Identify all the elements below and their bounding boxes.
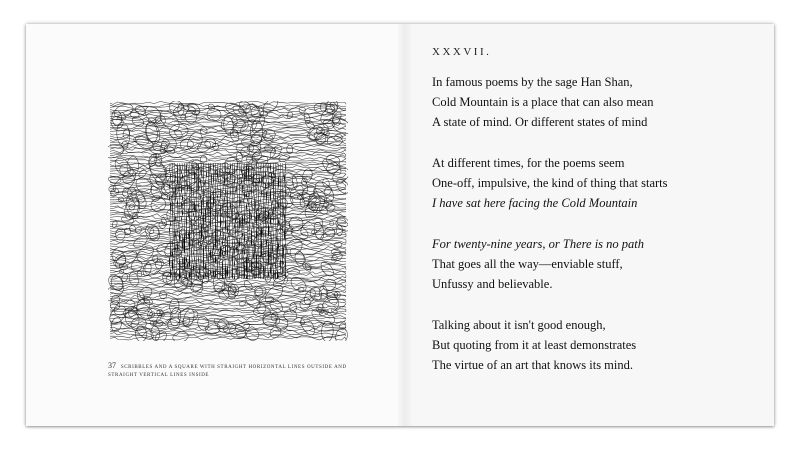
- poem-line-mixed: For twenty-nine years, or There is no path: [432, 237, 645, 251]
- figure-number: 37: [108, 361, 116, 370]
- poem-line: One-off, impulsive, the kind of thing that starts: [432, 176, 668, 190]
- poem-line-italic: I have sat here facing the Cold Mountain: [432, 196, 638, 210]
- stanza-1: [432, 72, 762, 132]
- stanza-2: [432, 153, 762, 213]
- poem-line: But quoting from it at least demonstrates: [432, 338, 637, 352]
- stanza-4: [432, 315, 762, 375]
- stanza-3: [432, 234, 762, 294]
- figure-caption: [108, 362, 368, 380]
- poem-line: At different times, for the poems seem: [432, 156, 625, 170]
- poem-line: Talking about it isn't good enough,: [432, 318, 606, 332]
- book-gutter: [398, 24, 412, 426]
- poem: [432, 46, 762, 396]
- poem-line: Unfussy and believable.: [432, 277, 553, 291]
- poem-line: Cold Mountain is a place that can also mean: [432, 95, 654, 109]
- poem-line: The virtue of an art that knows its mind.: [432, 358, 634, 372]
- poem-line-mixed: That goes all the way—enviable stuff,: [432, 257, 623, 271]
- figure-caption-text: SCRIBBLES AND A SQUARE WITH STRAIGHT HORIZONTAL LINES OUTSIDE AND STRAIGHT VERTICAL LINES INSIDE: [108, 365, 347, 378]
- poem-line: In famous poems by the sage Han Shan,: [432, 75, 633, 89]
- poem-numeral: XXXVII.: [432, 46, 492, 58]
- scribble-artwork: [108, 101, 348, 341]
- poem-line: A state of mind. Or different states of mind: [432, 115, 648, 129]
